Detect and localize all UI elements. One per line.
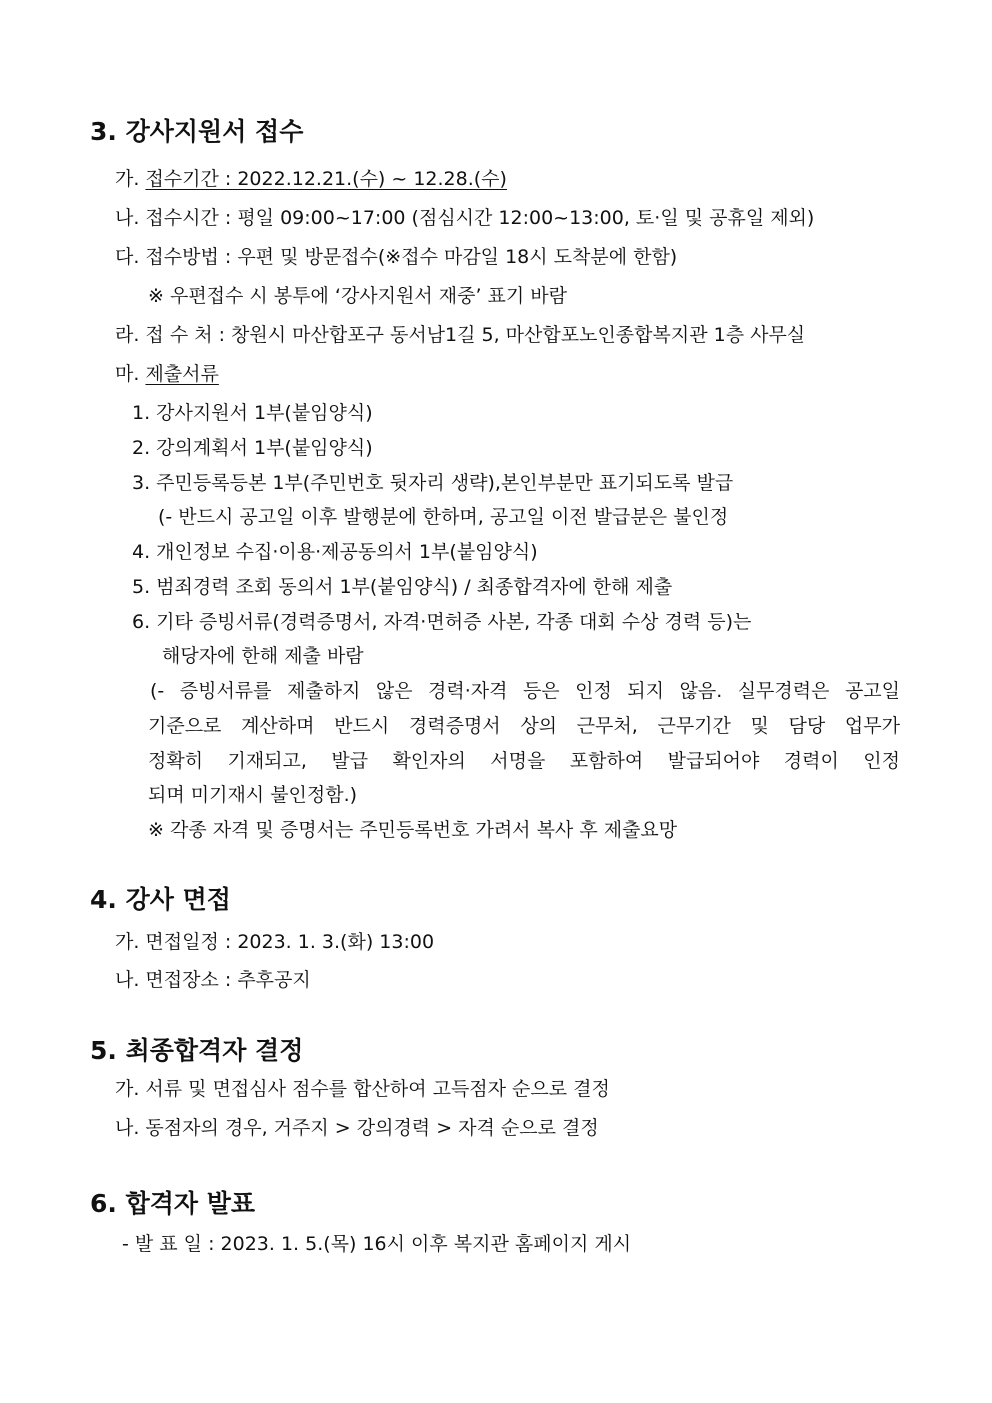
doc-note-para-line-4: 되며 미기재시 불인정함.) [148,784,358,806]
s5-item-na: 나. 동점자의 경우, 거주지 > 강의경력 > 자격 순으로 결정 [115,1117,599,1139]
s3-item-ga-prefix: 가. [115,168,146,190]
doc-item-6: 6. 기타 증빙서류(경력증명서, 자격·면허증 사본, 각종 대회 수상 경력 등)는 [132,611,752,633]
s5-item-ga: 가. 서류 및 면접심사 점수를 합산하여 고득점자 순으로 결정 [115,1078,610,1100]
doc-note-para-line-3: 정확히 기재되고, 발급 확인자의 서명을 포함하여 발급되어야 경력이 인정 [148,750,900,772]
s3-item-na: 나. 접수시간 : 평일 09:00~17:00 (점심시간 12:00~13:00, 토·일 및 공휴일 제외) [115,207,815,229]
s3-item-ma [115,361,219,387]
s4-item-na: 나. 면접장소 : 추후공지 [115,969,311,991]
doc-item-4: 4. 개인정보 수집·이용·제공동의서 1부(붙임양식) [132,541,538,563]
doc-note-para-line-1: (- 증빙서류를 제출하지 않은 경력·자격 등은 인정 되지 않음. 실무경력은 공고일 [150,680,900,702]
doc-note-id-mask: ※ 각종 자격 및 증명서는 주민등록번호 가려서 복사 후 제출요망 [148,819,678,841]
doc-item-1: 1. 강사지원서 1부(붙임양식) [132,402,373,424]
doc-item-3-sub: (- 반드시 공고일 이후 발행분에 한하며, 공고일 이전 발급분은 불인정 [158,506,729,528]
doc-item-5: 5. 범죄경력 조회 동의서 1부(붙임양식) / 최종합격자에 한해 제출 [132,576,673,598]
s4-item-ga: 가. 면접일정 : 2023. 1. 3.(화) 13:00 [115,931,435,953]
section-5-heading: 5. 최종합격자 결정 [90,1036,304,1065]
section-6-heading: 6. 합격자 발표 [90,1189,256,1218]
s3-item-ma-text: 제출서류 [145,363,219,385]
doc-item-3: 3. 주민등록등본 1부(주민번호 뒷자리 생략),본인부분만 표기되도록 발급 [132,472,734,494]
s6-announce-line: - 발 표 일 : 2023. 1. 5.(목) 16시 이후 복지관 홈페이지 게시 [122,1233,632,1255]
s3-item-ma-prefix: 마. [115,363,146,385]
section-4-heading: 4. 강사 면접 [90,885,231,914]
s3-postal-note: ※ 우편접수 시 봉투에 ‘강사지원서 재중’ 표기 바람 [148,285,568,307]
s3-item-ga-text: 접수기간 : 2022.12.21.(수) ~ 12.28.(수) [145,168,507,190]
section-3-heading: 3. 강사지원서 접수 [90,117,304,146]
s3-item-ra: 라. 접 수 처 : 창원시 마산합포구 동서남1길 5, 마산합포노인종합복지관 1층 사무실 [115,324,806,346]
s3-item-ga [115,166,507,192]
s3-item-da: 다. 접수방법 : 우편 및 방문접수(※접수 마감일 18시 도착분에 한함) [115,246,678,268]
doc-item-6-cont: 해당자에 한해 제출 바람 [162,645,364,667]
doc-note-para-line-2: 기준으로 계산하며 반드시 경력증명서 상의 근무처, 근무기간 및 담당 업무가 [148,715,900,737]
doc-item-2: 2. 강의계획서 1부(붙임양식) [132,437,373,459]
